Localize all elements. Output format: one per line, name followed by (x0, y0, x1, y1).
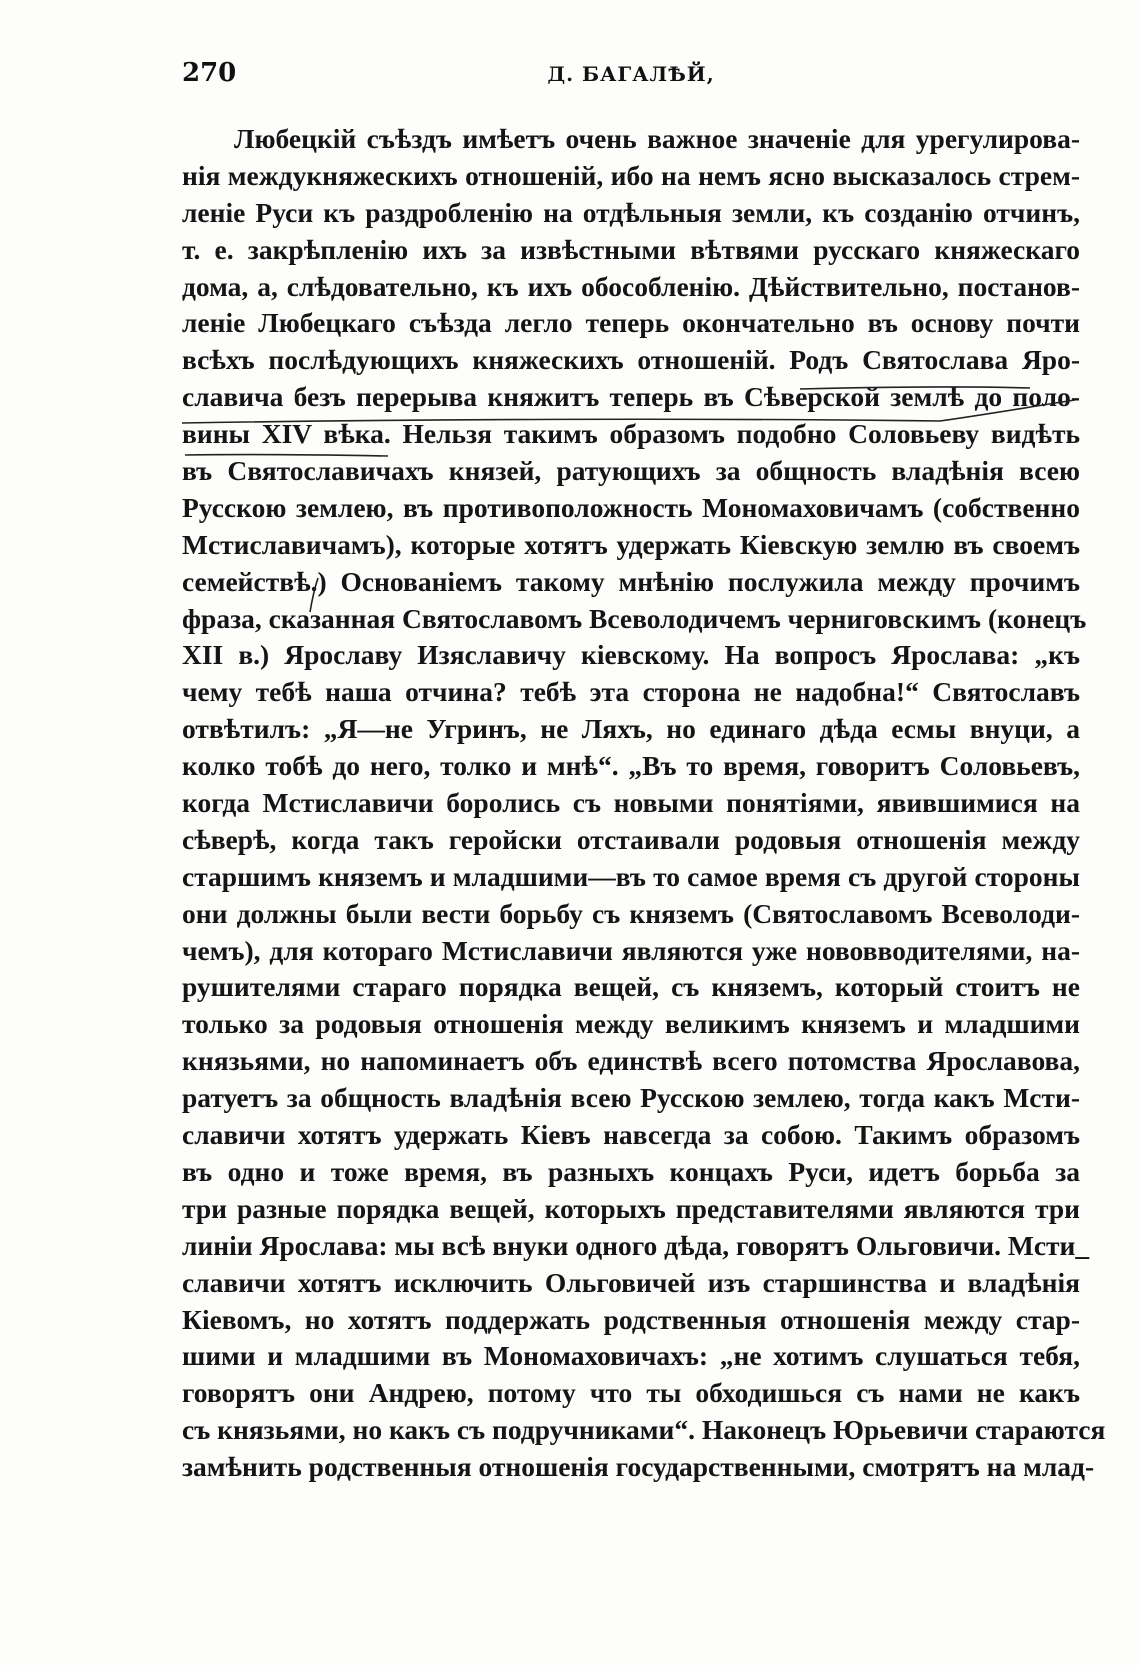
text-line: леніе Руси къ раздробленію на отдѣльныя земли, къ созданію отчинъ, (182, 196, 1080, 228)
text-line: когда Мстиславичи боролись съ новыми понятіями, явившимися на (182, 787, 1080, 819)
text-line: ратуетъ за общность владѣнія всею Русскою землею, тогда какъ Мсти- (182, 1082, 1080, 1114)
text-line: Кіевомъ, но хотятъ поддержать родственныя отношенія между стар- (182, 1303, 1080, 1335)
text-line: три разные порядка вещей, которыхъ представителями являются три (182, 1192, 1080, 1224)
text-line: старшимъ княземъ и младшими—въ то самое время съ другой стороны (182, 860, 1080, 892)
running-head: Д. БАГАЛѢЙ, (547, 62, 715, 86)
text-line: нія междукняжескихъ отношеній, ибо на немъ ясно высказалось стрем- (182, 159, 1080, 191)
text-line: князьями, но напоминаетъ объ единствѣ всего потомства Ярославова, (182, 1045, 1080, 1077)
text-line: въ Святославичахъ князей, ратующихъ за общность владѣнія всею (182, 455, 1080, 487)
text-line: славичи хотятъ удержать Кіевъ навсегда за собою. Такимъ образомъ (182, 1119, 1080, 1151)
text-line: вины XIV вѣка. Нельзя такимъ образомъ подобно Соловьеву видѣть (182, 418, 1080, 450)
page-number: 270 (182, 58, 237, 88)
text-line: славичи хотятъ исключить Ольговичей изъ старшинства и владѣнія (182, 1266, 1080, 1298)
text-line: рушителями стараго порядка вещей, съ княземъ, который стоитъ не (182, 971, 1080, 1003)
text-line: съ князьями, но какъ съ подручниками“. Наконецъ Юрьевичи стараются (182, 1414, 1106, 1446)
text-line: всѣхъ послѣдующихъ княжескихъ отношеній. Родъ Святослава Яро- (182, 344, 1080, 376)
text-line: Любецкій съѣздъ имѣетъ очень важное значеніе для урегулирова- (234, 123, 1080, 154)
text-line: фраза, сказанная Святославомъ Всеволодичемъ черниговскимъ (конецъ (182, 602, 1087, 634)
text-line: дома, а, слѣдовательно, къ ихъ обособленію. Дѣйствительно, постанов- (182, 270, 1080, 302)
text-line: въ одно и тоже время, въ разныхъ концахъ Руси, идетъ борьба за (182, 1155, 1080, 1187)
page-header (182, 58, 1080, 98)
text-line: только за родовыя отношенія между великимъ княземъ и младшими (182, 1008, 1080, 1040)
text-line: XII в.) Ярославу Изяславичу кіевскому. На вопросъ Ярослава: „къ (182, 639, 1080, 671)
body-text (182, 121, 1106, 1486)
text-line: сѣверѣ, когда такъ геройски отстаивали родовыя отношенія между (182, 823, 1080, 855)
text-line: Мстиславичамъ), которые хотятъ удержать Кіевскую землю въ своемъ (182, 528, 1080, 560)
text-line: линіи Ярослава: мы всѣ внуки одного дѣда, говорятъ Ольговичи. Мсти_ (182, 1229, 1090, 1261)
text-line: они должны были вести борьбу съ княземъ (Святославомъ Всеволоди- (182, 897, 1080, 929)
text-line: замѣнить родственныя отношенія государственными, смотрятъ на млад- (182, 1451, 1095, 1483)
text-line: говорятъ они Андрею, потому что ты обходишься съ нами не какъ (182, 1377, 1080, 1409)
text-line: леніе Любецкаго съѣзда легло теперь окончательно въ основу почти (182, 307, 1080, 339)
text-line: чему тебѣ наша отчина? тебѣ эта сторона не надобна!“ Святославъ (182, 676, 1080, 708)
text-line: Русскою землею, въ противоположность Мономаховичамъ (собственно (182, 491, 1080, 523)
text-line: колко тобѣ до него, толко и мнѣ“. „Въ то время, говоритъ Соловьевъ, (182, 750, 1080, 782)
text-line: семействѣ.) Основаніемъ такому мнѣнію послужила между прочимъ (182, 565, 1080, 597)
text-line: славича безъ перерыва княжитъ теперь въ Сѣверской землѣ до поло- (182, 381, 1080, 413)
text-line: отвѣтилъ: „Я—не Угринъ, не Ляхъ, но единаго дѣда есмы внуци, а (182, 713, 1080, 745)
text-line: т. е. закрѣпленію ихъ за извѣстными вѣтвями русскаго княжескаго (182, 233, 1080, 265)
text-line: шими и младшими въ Мономаховичахъ: „не хотимъ слушаться тебя, (182, 1340, 1080, 1372)
text-line: чемъ), для котораго Мстиславичи являются уже нововводителями, на- (182, 934, 1080, 966)
